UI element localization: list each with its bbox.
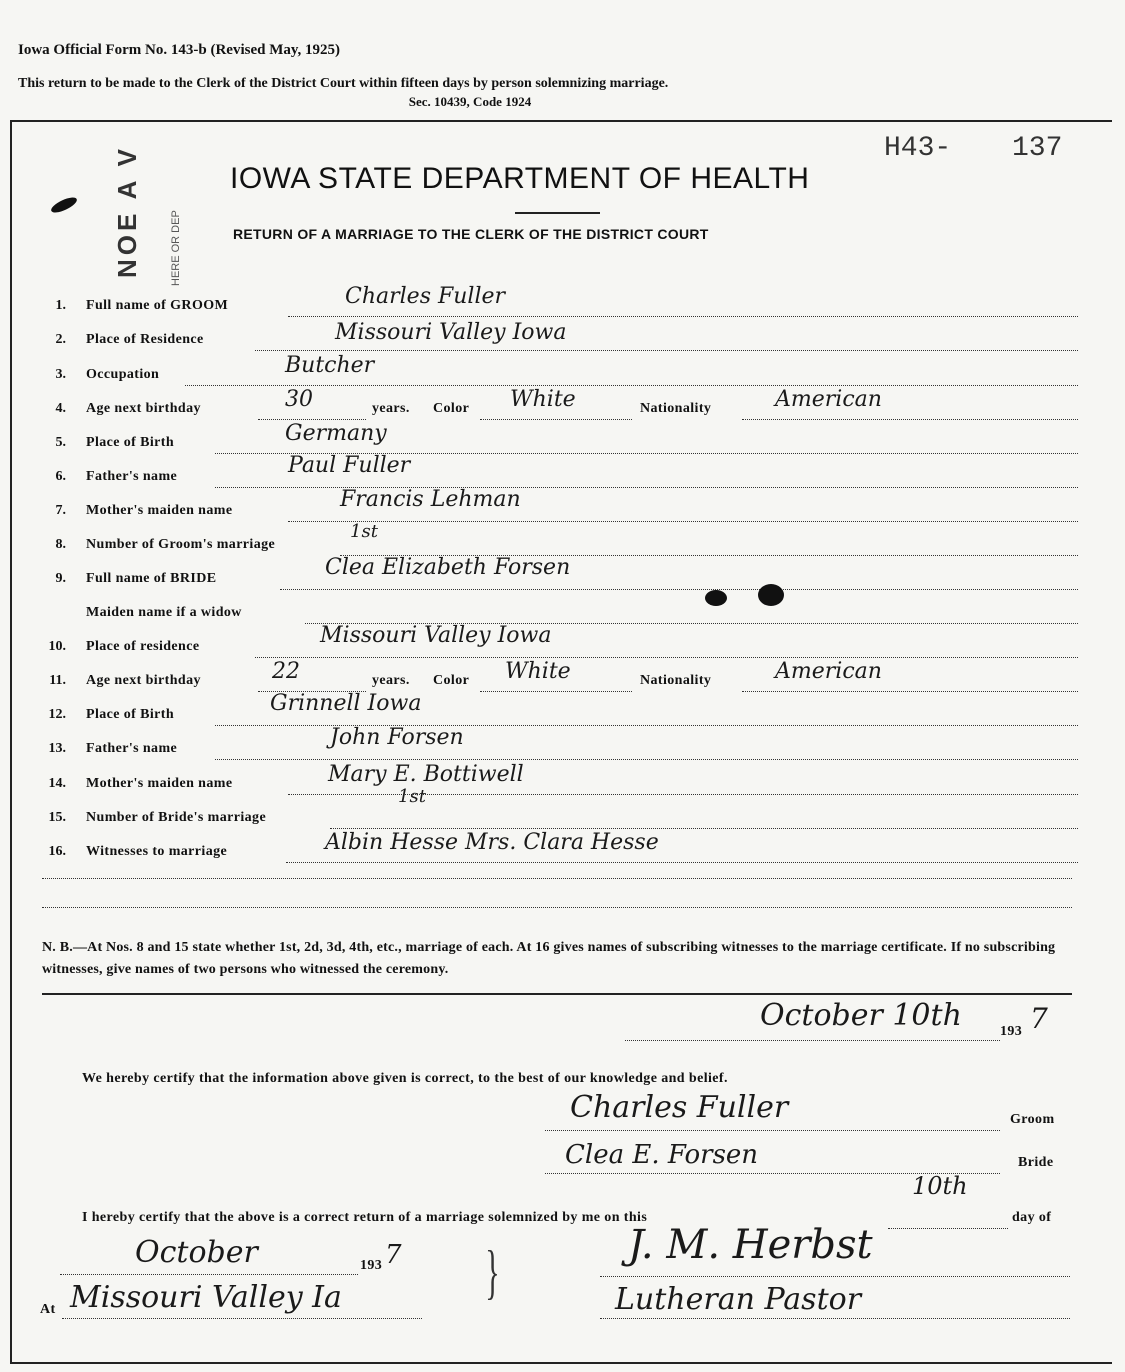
field-label: Mother's maiden name <box>86 776 233 791</box>
field-label: Place of Residence <box>86 332 204 347</box>
page-title: IOWA STATE DEPARTMENT OF HEALTH <box>230 162 810 195</box>
field-label: Father's name <box>86 741 178 756</box>
field-value: Missouri Valley Iowa <box>335 320 567 345</box>
field-number: 12. <box>48 707 66 722</box>
groom-color-value: White <box>510 387 576 412</box>
field-label: Mother's maiden name <box>86 503 233 518</box>
field-number: 14. <box>48 776 66 791</box>
officiant-month: October <box>135 1235 258 1270</box>
field-value: Germany <box>285 421 387 446</box>
field-label: Number of Bride's marriage <box>86 810 267 825</box>
field-number: 5. <box>55 435 66 450</box>
field-label: Age next birthday <box>86 401 201 416</box>
groom-signature-line <box>545 1112 1000 1131</box>
color-label: Color <box>433 673 470 688</box>
month-line <box>60 1256 358 1275</box>
code-section: Sec. 10439, Code 1924 <box>408 94 532 109</box>
return-date-handwritten: October 10th <box>760 998 962 1033</box>
field-label: Maiden name if a widow <box>86 605 242 620</box>
field-label: Number of Groom's marriage <box>86 537 276 552</box>
field-number: 4. <box>55 401 66 416</box>
field-number: 15. <box>48 810 66 825</box>
field-value: Clea Elizabeth Forsen <box>325 555 571 580</box>
form-number: Iowa Official Form No. 143-b (Revised May, 1925) <box>18 42 341 58</box>
field-number: 7. <box>55 503 66 518</box>
officiant-year-prefix: 193 <box>360 1258 383 1273</box>
ink-blot <box>705 590 727 606</box>
day-line <box>888 1210 1008 1229</box>
field-number: 13. <box>48 741 66 756</box>
officiant-statement: I hereby certify that the above is a correct return of a marriage solemnized by me on this <box>82 1210 648 1225</box>
officiant-year-suffix: 7 <box>385 1240 402 1270</box>
years-label: years. <box>372 673 410 688</box>
field-number: 3. <box>55 367 66 382</box>
bride-label: Bride <box>1018 1155 1054 1170</box>
instruction-text: This return to be made to the Clerk of the District Court within fifteen days by person solemnizing marriage. <box>18 76 669 91</box>
place-line <box>62 1300 422 1319</box>
field-value: 1st <box>398 786 426 807</box>
section-divider <box>42 993 1072 995</box>
field-line <box>305 605 1078 624</box>
field-line <box>340 537 1078 556</box>
field-number: 9. <box>55 571 66 586</box>
day-of-label: day of <box>1012 1210 1052 1225</box>
officiant-title-line <box>600 1300 1070 1319</box>
page-subtitle: RETURN OF A MARRIAGE TO THE CLERK OF THE DISTRICT COURT <box>233 226 709 242</box>
field-label: Occupation <box>86 367 160 382</box>
brace-mark: } <box>485 1239 500 1305</box>
field-label: Place of Birth <box>86 435 175 450</box>
field-value: Paul Fuller <box>288 453 411 478</box>
field-number: 8. <box>55 537 66 552</box>
title-divider <box>515 212 600 214</box>
vertical-stamp-small: HERE OR DEP <box>170 210 182 286</box>
year-suffix: 7 <box>1030 1002 1048 1035</box>
field-label: Place of residence <box>86 639 200 654</box>
field-label: Full name of GROOM <box>86 298 229 313</box>
instructions-note: N. B.—At Nos. 8 and 15 state whether 1st, 2d, 3d, 4th, etc., marriage of each. At 16 gives names of subscribing witnesses to the marriage certificate. If no subscribing witnesses, give names of two persons who witnessed the ceremony. <box>42 940 1056 977</box>
ink-blot <box>758 584 784 606</box>
bride-signature: Clea E. Forsen <box>565 1140 759 1170</box>
field-value: 1st <box>350 521 378 542</box>
field-number: 10. <box>48 639 66 654</box>
officiant-title: Lutheran Pastor <box>615 1282 862 1317</box>
field-label: Full name of BRIDE <box>86 571 217 586</box>
groom-age-value: 30 <box>285 387 313 412</box>
field-value: Butcher <box>285 353 375 378</box>
field-value: Missouri Valley Iowa <box>320 623 552 648</box>
years-label: years. <box>372 401 410 416</box>
field-value: John Forsen <box>330 725 464 750</box>
date-line <box>625 1022 1000 1041</box>
day-value: 10th <box>912 1172 968 1200</box>
color-label: Color <box>433 401 470 416</box>
field-number: 2. <box>55 332 66 347</box>
field-number: 1. <box>55 298 66 313</box>
extra-witness-line <box>42 878 1072 879</box>
field-value: Francis Lehman <box>340 487 521 512</box>
at-label: At <box>40 1302 56 1317</box>
registry-number: 137 <box>1012 133 1063 164</box>
certify-statement: We hereby certify that the information above given is correct, to the best of our knowledge and belief. <box>82 1071 728 1086</box>
field-number: 16. <box>48 844 66 859</box>
field-label: Father's name <box>86 469 178 484</box>
year-prefix: 193 <box>1000 1024 1023 1039</box>
field-line <box>330 810 1078 829</box>
officiant-signature: J. M. Herbst <box>628 1222 873 1268</box>
bride-color-value: White <box>505 659 571 684</box>
groom-signature: Charles Fuller <box>570 1090 789 1125</box>
field-value: Charles Fuller <box>345 284 506 309</box>
registry-book: H43- <box>884 133 952 164</box>
vertical-stamp: NOE A V <box>112 145 142 279</box>
nationality-label: Nationality <box>640 401 712 416</box>
field-number: 11. <box>49 673 66 688</box>
groom-nationality-value: American <box>775 387 882 412</box>
field-value: Albin Hesse Mrs. Clara Hesse <box>325 830 659 855</box>
field-label: Age next birthday <box>86 673 201 688</box>
field-value: Grinnell Iowa <box>270 691 422 716</box>
officiant-signature-line <box>600 1258 1070 1277</box>
groom-label: Groom <box>1010 1112 1055 1127</box>
field-number: 6. <box>55 469 66 484</box>
bride-age-value: 22 <box>272 659 300 684</box>
extra-witness-line <box>42 907 1072 908</box>
field-label: Witnesses to marriage <box>86 844 228 859</box>
nationality-label: Nationality <box>640 673 712 688</box>
officiant-place: Missouri Valley Ia <box>70 1280 342 1315</box>
bride-nationality-value: American <box>775 659 882 684</box>
field-label: Place of Birth <box>86 707 175 722</box>
field-value: Mary E. Bottiwell <box>328 762 524 787</box>
